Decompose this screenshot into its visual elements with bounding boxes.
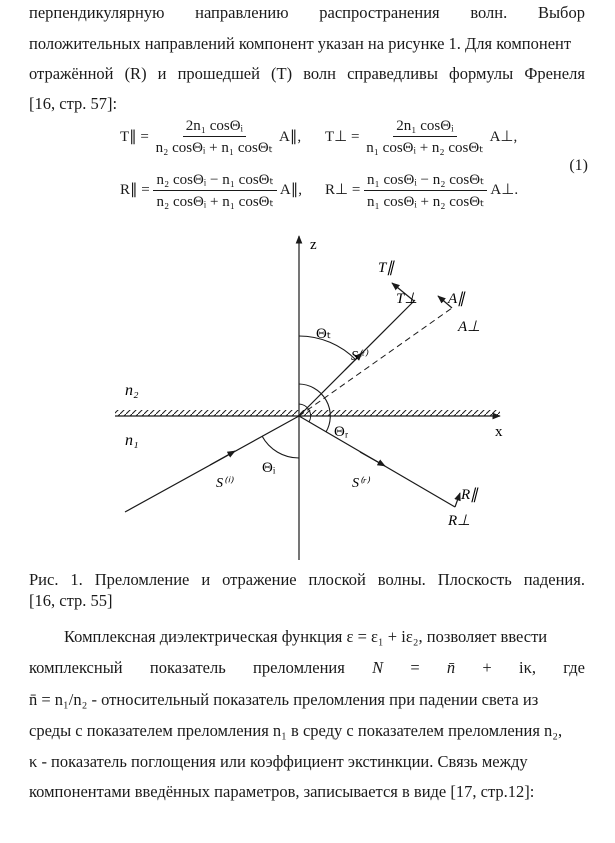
para-line-6: компонентами введённых параметров, записывается в виде [17, стр.12]: xyxy=(29,782,535,801)
eq-lhs: R∥ = xyxy=(120,181,150,198)
refraction-figure xyxy=(0,225,615,565)
eq-numerator: n₁ cosΘᵢ − n₂ cosΘₜ xyxy=(364,170,487,191)
T-perp-label: T⊥ xyxy=(396,291,418,307)
word: Преломление xyxy=(94,570,190,589)
word: 1. xyxy=(70,570,83,589)
text-line-4: [16, стр. 57]: xyxy=(29,94,118,113)
word: волн xyxy=(303,64,336,83)
R-perp-vector xyxy=(455,493,460,507)
text-line-3 xyxy=(29,63,585,85)
word: распространения xyxy=(319,3,440,22)
word: = xyxy=(410,658,420,677)
theta-i-arc xyxy=(262,436,299,458)
theta-t-label: Θₜ xyxy=(316,326,332,342)
x-axis-label: x xyxy=(495,424,503,440)
z-axis-label: z xyxy=(310,237,317,253)
word: iκ, xyxy=(518,658,537,677)
equation-R-perp xyxy=(325,170,518,211)
text-line-1 xyxy=(29,2,585,24)
para-line-3: n̄ = n₁/n₂ - относительный показатель преломления при падении света из xyxy=(29,690,539,709)
para-line-2 xyxy=(29,658,585,678)
para-line-5: κ - показатель поглощения или коэффициент экстинкции. Связь между xyxy=(29,752,528,771)
word: Рис. xyxy=(29,570,59,589)
eq-denominator: n₁ cosΘᵢ + n₂ cosΘₜ xyxy=(366,140,484,156)
eq-tail: A∥, xyxy=(279,181,302,198)
equation-T-perp xyxy=(325,118,517,157)
word: и xyxy=(157,64,167,83)
word: отражённой xyxy=(29,64,114,83)
word: падения. xyxy=(523,570,585,589)
equation-number: (1) xyxy=(569,157,588,174)
word: показатель xyxy=(149,658,226,677)
eq-lhs: R⊥ = xyxy=(325,181,361,198)
eq-denominator: n₁ cosΘᵢ + n₂ cosΘₜ xyxy=(367,194,485,210)
word: волны. xyxy=(377,570,426,589)
eq-fraction xyxy=(364,170,487,211)
S-t-label: S⁽ᵗ⁾ xyxy=(351,349,368,364)
reflected-ray-arrow xyxy=(360,452,385,466)
figure-caption-line-2: [16, стр. 55] xyxy=(29,591,113,610)
text-line-2: положительных направлений компонент указан на рисунке 1. Для компонент xyxy=(29,34,572,53)
interface-hatch xyxy=(115,410,500,416)
A-perp-label: A⊥ xyxy=(458,319,481,335)
word: (R) xyxy=(124,64,147,83)
word: плоской xyxy=(308,570,366,589)
word: и xyxy=(201,570,211,589)
S-i-label: S⁽ⁱ⁾ xyxy=(216,476,233,491)
word: Плоскость xyxy=(437,570,512,589)
dashed-continuation xyxy=(299,308,452,416)
word: (T) xyxy=(271,64,293,83)
eq-lhs: T∥ = xyxy=(120,128,149,145)
figure-caption-line-1 xyxy=(29,569,585,590)
A-par-label: A∥ xyxy=(448,291,465,307)
word: преломления xyxy=(253,658,345,677)
n2-label: n₂ xyxy=(125,382,139,399)
word: формулы xyxy=(449,64,514,83)
R-par-label: R∥ xyxy=(461,487,478,503)
eq-tail: A⊥. xyxy=(490,181,519,198)
eq-denominator: n₂ cosΘᵢ + n₁ cosΘₜ xyxy=(156,194,274,210)
word: Френеля xyxy=(524,64,585,83)
eq-fraction xyxy=(153,170,276,211)
R-perp-label: R⊥ xyxy=(448,513,471,529)
eq-tail: A∥, xyxy=(279,128,302,145)
word: прошедшей xyxy=(177,64,260,83)
equation-R-par xyxy=(120,170,302,211)
word: + xyxy=(482,658,492,677)
n1-label: n₁ xyxy=(125,432,139,449)
eq-tail: A⊥, xyxy=(489,128,518,145)
word: N xyxy=(372,658,384,677)
word: волн. xyxy=(470,3,508,22)
T-par-label: T∥ xyxy=(378,260,394,276)
word: отражение xyxy=(222,570,297,589)
word: n̄ xyxy=(446,658,456,677)
eq-fraction xyxy=(153,118,276,157)
eq-lhs: T⊥ = xyxy=(325,128,360,145)
word: направлению xyxy=(195,3,289,22)
para-line-4: среды с показателем преломления n₁ в среду с показателем преломления n₂, xyxy=(29,721,563,740)
eq-denominator: n₂ cosΘᵢ + n₁ cosΘₜ xyxy=(155,140,274,156)
S-r-label: S⁽ʳ⁾ xyxy=(352,476,369,491)
word: Выбор xyxy=(537,3,585,22)
word: справедливы xyxy=(347,64,438,83)
equation-T-par xyxy=(120,118,301,157)
theta-i-label: Θᵢ xyxy=(262,460,276,476)
theta-r-label: Θᵣ xyxy=(334,424,349,440)
eq-fraction xyxy=(363,118,486,157)
eq-numerator: 2n₁ cosΘᵢ xyxy=(393,118,456,137)
para-line-1: Комплексная диэлектрическая функция ε = ε₁ + iε₂, позволяет ввести xyxy=(64,627,548,646)
word: комплексный xyxy=(29,658,123,677)
incident-ray-arrow xyxy=(210,451,235,465)
eq-numerator: 2n₁ cosΘᵢ xyxy=(183,118,246,137)
eq-numerator: n₂ cosΘᵢ − n₁ cosΘₜ xyxy=(153,170,276,191)
word: перпендикулярную xyxy=(29,3,165,22)
word: где xyxy=(563,658,585,677)
